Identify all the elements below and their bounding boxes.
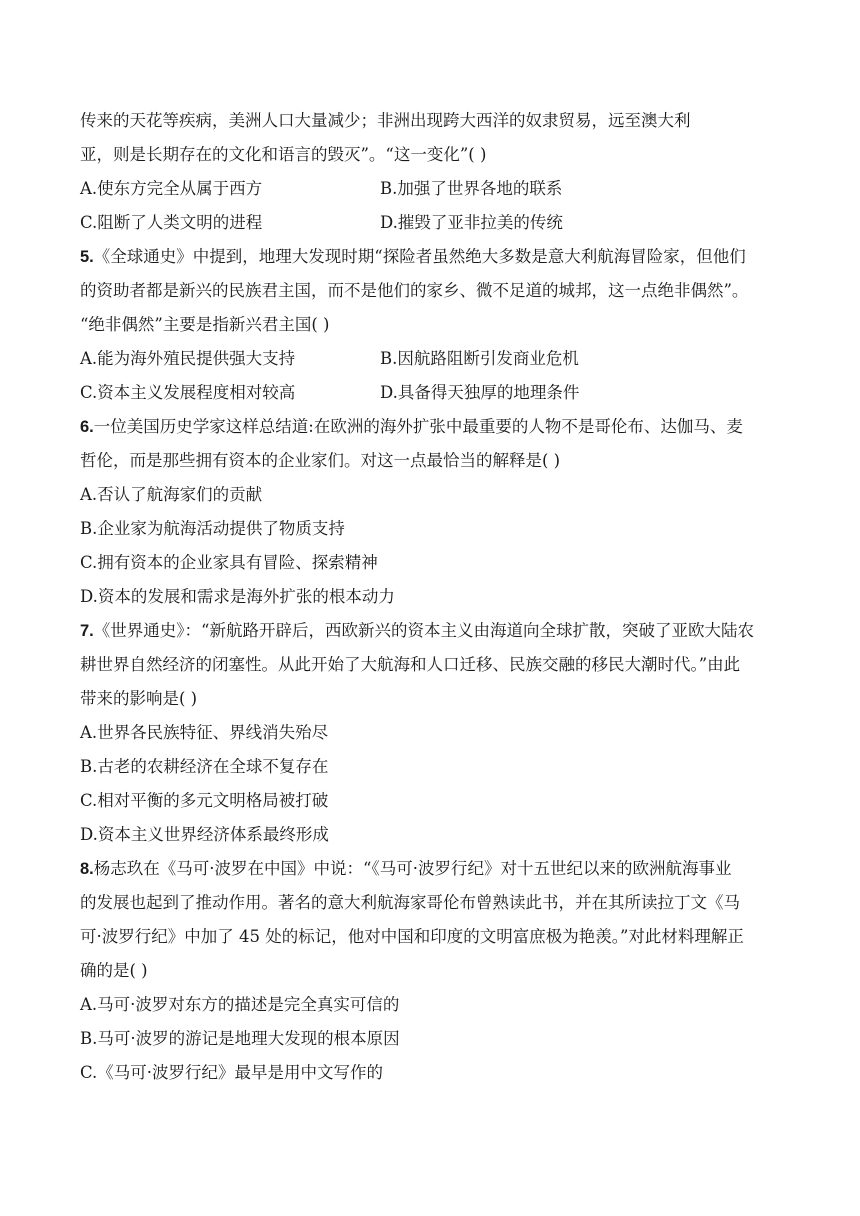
question-5-stem-line-1 — [80, 240, 780, 274]
question-7-stem-line-1 — [80, 614, 780, 648]
question-6-option-a: A.否认了航海家们的贡献 — [80, 485, 263, 504]
question-5 — [80, 240, 780, 410]
question-5-option-a: A.能为海外殖民提供强大支持 — [80, 349, 296, 368]
document-page — [80, 104, 780, 1090]
question-4-options-row-1 — [80, 172, 780, 206]
question-7-stem-line-2: 耕世界自然经济的闭塞性。从此开始了大航海和人口迁移、民族交融的移民大潮时代。”由此 — [80, 655, 741, 674]
question-7-option-d: D.资本主义世界经济体系最终形成 — [80, 825, 329, 844]
question-8-stem-line-4: 确的是( ) — [80, 961, 148, 980]
question-8-stem-line-3: 可·波罗行纪》中加了 45 处的标记，他对中国和印度的文明富庶极为艳羡。”对此材料理解正 — [80, 927, 744, 946]
question-8-option-b: B.马可·波罗的游记是地理大发现的根本原因 — [80, 1029, 400, 1048]
question-5-stem-line-2: 的资助者都是新兴的民族君主国，而不是他们的家乡、微不足道的城邦，这一点绝非偶然”。 — [80, 281, 749, 300]
question-7-option-c: C.相对平衡的多元文明格局被打破 — [80, 791, 329, 810]
question-8-stem-line-2: 的发展也起到了推动作用。著名的意大利航海家哥伦布曾熟读此书，并在其所读拉丁文《马 — [80, 893, 740, 912]
question-7 — [80, 614, 780, 852]
question-5-option-c: C.资本主义发展程度相对较高 — [80, 383, 296, 402]
question-4-option-b: B.加强了世界各地的联系 — [380, 179, 563, 198]
question-5-options-row-1 — [80, 342, 780, 376]
question-7-option-a: A.世界各民族特征、界线消失殆尽 — [80, 723, 329, 742]
question-4-option-d: D.摧毁了亚非拉美的传统 — [380, 213, 563, 232]
question-8-option-a: A.马可·波罗对东方的描述是完全真实可信的 — [80, 995, 400, 1014]
question-5-number: 5. — [80, 248, 94, 266]
question-8-stem-line-1 — [80, 852, 780, 886]
question-6-number: 6. — [80, 418, 94, 436]
question-8-option-c: C.《马可·波罗行纪》最早是用中文写作的 — [80, 1063, 384, 1082]
question-4 — [80, 104, 780, 240]
question-8-stem-text-1: 杨志玖在《马可·波罗在中国》中说：“《马可·波罗行纪》对十五世纪以来的欧洲航海事业 — [93, 859, 732, 878]
question-5-options-row-2 — [80, 376, 780, 410]
question-4-options-row-2 — [80, 206, 780, 240]
question-6-option-d: D.资本的发展和需求是海外扩张的根本动力 — [80, 587, 395, 606]
question-4-option-c: C.阻断了人类文明的进程 — [80, 213, 263, 232]
question-6-option-c: C.拥有资本的企业家具有冒险、探索精神 — [80, 553, 378, 572]
question-6-stem-line-1 — [80, 410, 780, 444]
question-8 — [80, 852, 780, 1090]
question-5-stem-text-1: 《全球通史》中提到，地理大发现时期“探险者虽然绝大多数是意大利航海冒险家，但他们 — [93, 247, 746, 266]
question-6-stem-text-1: 一位美国历史学家这样总结道:在欧洲的海外扩张中最重要的人物不是哥伦布、达伽马、麦 — [93, 417, 743, 436]
question-5-option-b: B.因航路阻断引发商业危机 — [380, 349, 579, 368]
question-6-option-b: B.企业家为航海活动提供了物质支持 — [80, 519, 345, 538]
question-7-stem-line-3: 带来的影响是( ) — [80, 689, 198, 708]
question-4-stem-line-2: 亚，则是长期存在的文化和语言的毁灭”。“这一变化”( ) — [80, 145, 487, 164]
question-8-number: 8. — [80, 860, 94, 878]
question-7-option-b: B.古老的农耕经济在全球不复存在 — [80, 757, 329, 776]
question-7-number: 7. — [80, 622, 94, 640]
question-5-stem-line-3: “绝非偶然”主要是指新兴君主国( ) — [80, 315, 330, 334]
question-6 — [80, 410, 780, 614]
question-4-stem-line-1: 传来的天花等疾病，美洲人口大量减少；非洲出现跨大西洋的奴隶贸易，远至澳大利 — [80, 111, 691, 130]
question-7-stem-text-1: 《世界通史》：“新航路开辟后，西欧新兴的资本主义由海道向全球扩散，突破了亚欧大陆农 — [93, 621, 754, 640]
question-5-option-d: D.具备得天独厚的地理条件 — [380, 383, 580, 402]
question-6-stem-line-2: 哲伦，而是那些拥有资本的企业家们。对这一点最恰当的解释是( ) — [80, 451, 561, 470]
question-4-option-a: A.使东方完全从属于西方 — [80, 179, 263, 198]
